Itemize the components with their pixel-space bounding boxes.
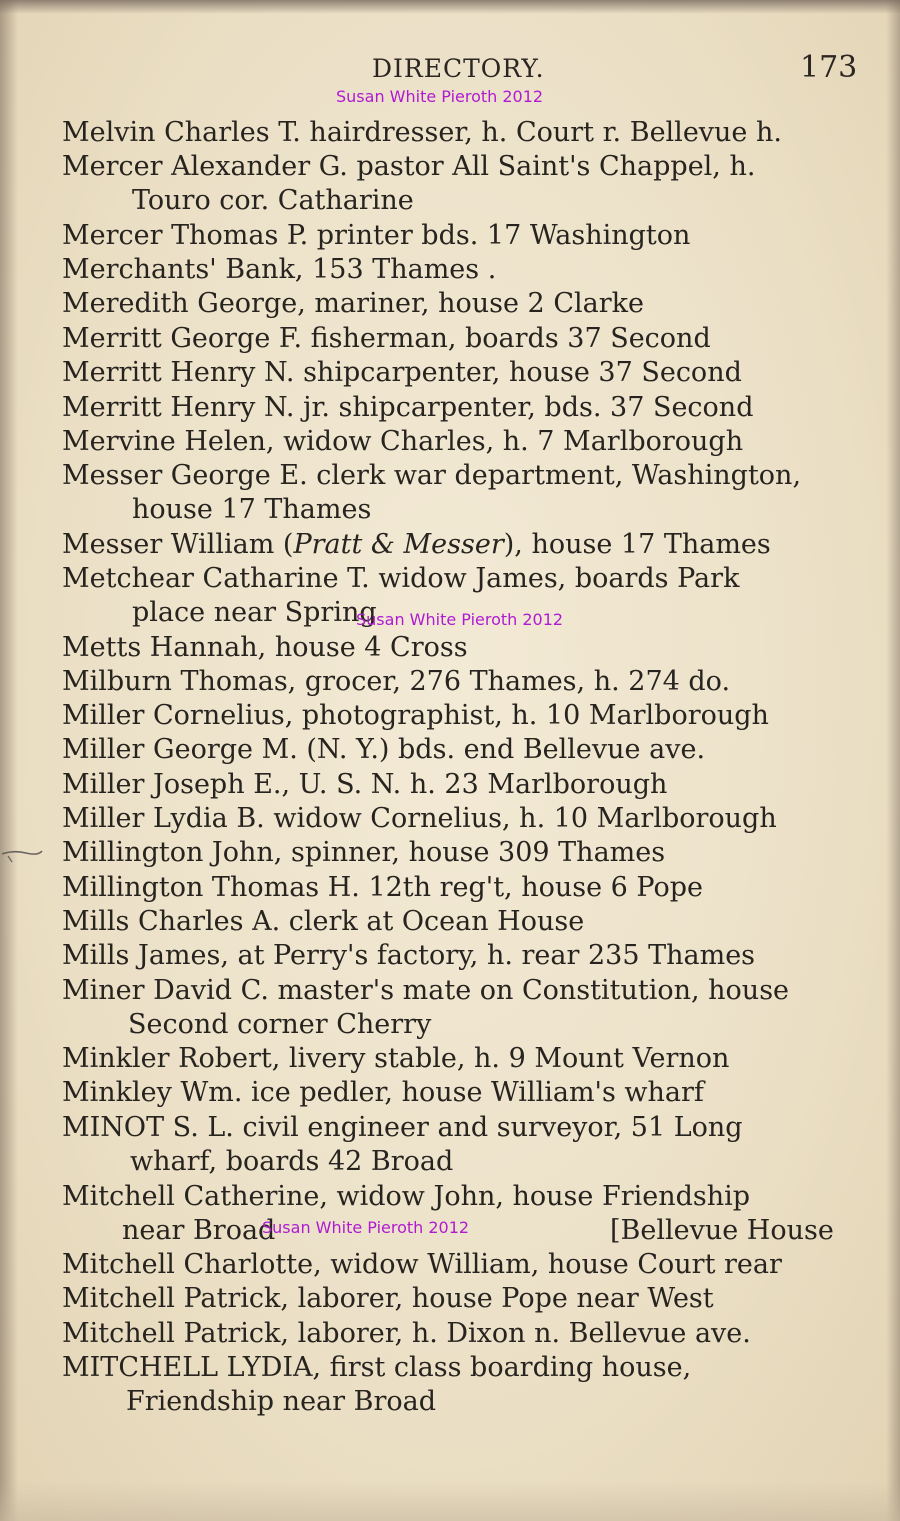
entry-miller-joseph: Miller Joseph E., U. S. N. h. 23 Marlborough xyxy=(62,769,668,800)
entry-mills-james: Mills James, at Perry's factory, h. rear 235 Thames xyxy=(62,940,756,971)
entry-minot-sl: MINOT S. L. civil engineer and surveyor, 51 Long xyxy=(62,1112,743,1143)
entry-mercer-alexander-cont: Touro cor. Catharine xyxy=(132,185,414,216)
entry-millington-john: Millington John, spinner, house 309 Thames xyxy=(62,837,666,868)
entry-mitchell-lydia: MITCHELL LYDIA, first class boarding house, xyxy=(62,1352,692,1383)
entry-messer-george: Messer George E. clerk war department, Washington, xyxy=(62,460,802,491)
watermark: Susan White Pieroth 2012 xyxy=(356,610,564,629)
entry-meredith-george: Meredith George, mariner, house 2 Clarke xyxy=(62,288,644,319)
page-edge-shadow-left xyxy=(0,0,18,1521)
entry-messer-george-cont: house 17 Thames xyxy=(132,494,372,525)
entry-messer-william: Messer William (Pratt & Messer), house 17 Thames xyxy=(62,529,771,560)
page-header xyxy=(0,48,900,88)
entry-mitchell-patrick-west: Mitchell Patrick, laborer, house Pope near West xyxy=(62,1283,714,1314)
entry-merritt-henry: Merritt Henry N. shipcarpenter, house 37 Second xyxy=(62,357,742,388)
entry-merritt-george: Merritt George F. fisherman, boards 37 Second xyxy=(62,323,711,354)
entry-bellevue-house-carryover: [Bellevue House xyxy=(610,1215,834,1246)
watermark: Susan White Pieroth 2012 xyxy=(262,1218,470,1237)
entry-miller-george: Miller George M. (N. Y.) bds. end Bellevue ave. xyxy=(62,734,706,765)
entry-merritt-henry-jr: Merritt Henry N. jr. shipcarpenter, bds. 37 Second xyxy=(62,392,754,423)
page-edge-shadow-bottom xyxy=(0,1481,900,1521)
entry-millington-thomas: Millington Thomas H. 12th reg't, house 6 Pope xyxy=(62,872,704,903)
entry-metchear-catharine: Metchear Catharine T. widow James, boards Park xyxy=(62,563,740,594)
entry-mitchell-catherine: Mitchell Catherine, widow John, house Friendship xyxy=(62,1181,751,1212)
entry-miller-lydia: Miller Lydia B. widow Cornelius, h. 10 Marlborough xyxy=(62,803,777,834)
entry-milburn-thomas: Milburn Thomas, grocer, 276 Thames, h. 274 do. xyxy=(62,666,731,697)
entry-mercer-alexander: Mercer Alexander G. pastor All Saint's Chappel, h. xyxy=(62,151,756,182)
page-edge-shadow-top xyxy=(0,0,900,14)
entry-minkler-robert: Minkler Robert, livery stable, h. 9 Mount Vernon xyxy=(62,1043,730,1074)
entry-mitchell-catherine-cont: near Broad xyxy=(122,1215,276,1246)
entry-miner-david-cont: Second corner Cherry xyxy=(128,1009,432,1040)
entry-metchear-catharine-cont: place near Spring xyxy=(132,597,377,628)
entry-mitchell-charlotte: Mitchell Charlotte, widow William, house Court rear xyxy=(62,1249,782,1280)
pencil-margin-mark xyxy=(0,842,44,864)
page-edge-shadow-right xyxy=(886,0,900,1521)
entry-mitchell-lydia-cont: Friendship near Broad xyxy=(126,1386,437,1417)
entry-miner-david: Miner David C. master's mate on Constitution, house xyxy=(62,975,790,1006)
entry-mervine-helen: Mervine Helen, widow Charles, h. 7 Marlborough xyxy=(62,426,744,457)
firm-name-italic: Pratt & Messer xyxy=(293,529,504,560)
running-title: DIRECTORY. xyxy=(372,54,545,83)
entry-miller-cornelius: Miller Cornelius, photographist, h. 10 Marlborough xyxy=(62,700,769,731)
entry-metts-hannah: Metts Hannah, house 4 Cross xyxy=(62,632,468,663)
entry-mills-charles: Mills Charles A. clerk at Ocean House xyxy=(62,906,585,937)
entry-minot-sl-cont: wharf, boards 42 Broad xyxy=(130,1146,454,1177)
entry-mercer-thomas: Mercer Thomas P. printer bds. 17 Washington xyxy=(62,220,691,251)
entry-minkley-wm: Minkley Wm. ice pedler, house William's wharf xyxy=(62,1077,704,1108)
watermark: Susan White Pieroth 2012 xyxy=(336,87,544,106)
entry-melvin-charles: Melvin Charles T. hairdresser, h. Court r. Bellevue h. xyxy=(62,117,782,148)
entry-mitchell-patrick-dixon: Mitchell Patrick, laborer, h. Dixon n. Bellevue ave. xyxy=(62,1318,751,1349)
page-number: 173 xyxy=(800,50,858,85)
entry-merchants-bank: Merchants' Bank, 153 Thames . xyxy=(62,254,497,285)
